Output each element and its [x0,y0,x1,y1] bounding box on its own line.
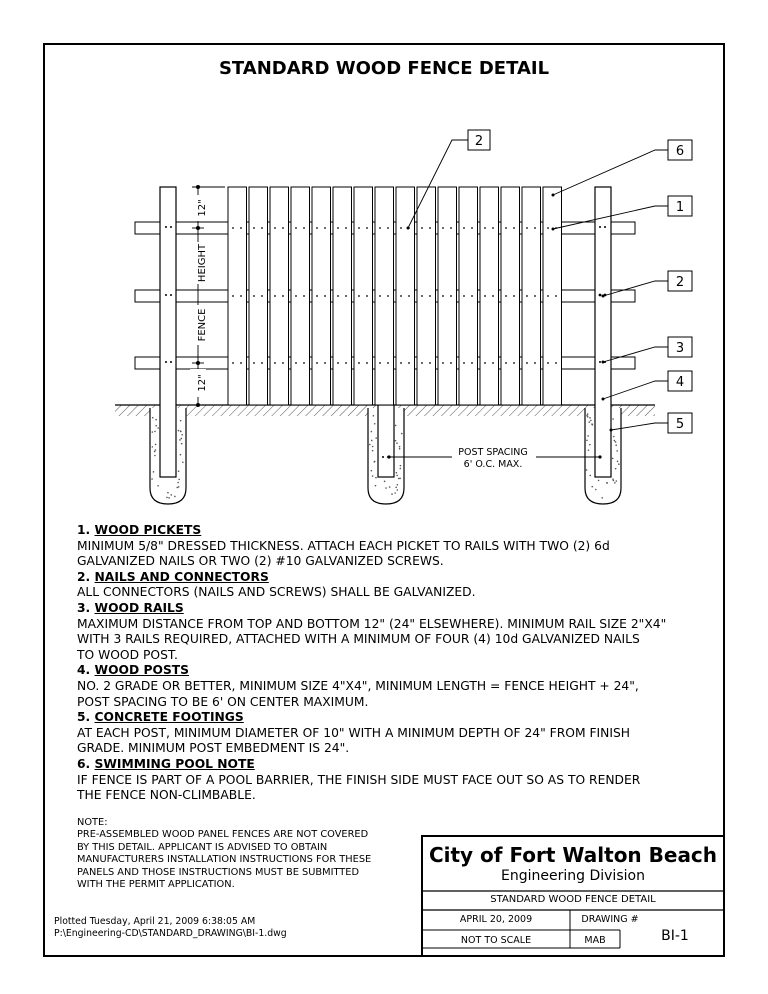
picket-nail [303,227,305,229]
picket-nail [337,295,339,297]
picket-nail [345,227,347,229]
picket-nail [295,227,297,229]
note-number: 3. [77,600,91,615]
title-block-division: Engineering Division [501,868,645,884]
picket-nail [442,362,444,364]
picket-nail [463,227,465,229]
picket-nail [274,295,276,297]
dim-bottom-clearance: 12" [197,374,208,392]
picket-nail [492,227,494,229]
note-title: WOOD RAILS [94,600,184,615]
picket-nail [316,295,318,297]
picket-nail [526,295,528,297]
note-body: NO. 2 GRADE OR BETTER, MINIMUM SIZE 4"X4", MINIMUM LENGTH = FENCE HEIGHT + 24", POST SPACING TO BE 6' ON CENTER MAXIMUM. [77,678,639,709]
picket-nail [232,295,234,297]
picket-nail [366,227,368,229]
picket [291,187,310,405]
picket-nail [555,362,557,364]
picket-nail [547,362,549,364]
picket-nail [345,295,347,297]
picket-nail [513,362,515,364]
picket-nail [379,295,381,297]
picket-nail [387,295,389,297]
picket-nail [408,295,410,297]
title-block-drawing-label: DRAWING # [581,914,639,925]
picket [375,187,394,405]
picket-nail [534,227,536,229]
picket-nail [534,362,536,364]
note-title: SWIMMING POOL NOTE [94,756,255,771]
picket-nail [295,362,297,364]
picket-nail [261,295,263,297]
callout-4: 4 [675,375,685,390]
picket-nail [471,362,473,364]
picket-nail [379,227,381,229]
picket-nail [358,295,360,297]
picket-nail [463,295,465,297]
title-block-drawing-name: STANDARD WOOD FENCE DETAIL [490,894,656,905]
picket-nail [450,227,452,229]
post-spacing-label: POST SPACING [458,447,528,458]
note-number: 2. [77,569,91,584]
picket-nail [484,362,486,364]
picket-nail [253,362,255,364]
note-number: 1. [77,523,91,537]
title-block-drawing-number: BI-1 [661,928,689,944]
picket-nail [450,362,452,364]
title-block-drawn-by: MAB [584,935,606,946]
picket [333,187,352,405]
picket-nail [471,295,473,297]
callout-1: 1 [675,200,685,215]
picket [501,187,520,405]
post-spacing-value: 6' O.C. MAX. [463,459,523,470]
picket-nail [316,362,318,364]
picket-nail [492,362,494,364]
picket-nail [379,362,381,364]
picket-nail [513,295,515,297]
picket-nail [324,227,326,229]
callout-5: 5 [675,417,685,432]
note-number: 4. [77,663,91,678]
note-title: CONCRETE FOOTINGS [94,710,244,725]
picket-nail [282,295,284,297]
note-body: IF FENCE IS PART OF A POOL BARRIER, THE FINISH SIDE MUST FACE OUT SO AS TO RENDER THE FENCE NON-CLIMBABLE. [77,772,641,803]
note-body: AT EACH POST, MINIMUM DIAMETER OF 10" WITH A MINIMUM DEPTH OF 24" FROM FINISH GRADE. MINIMUM POST EMBEDMENT IS 24". [77,725,631,756]
title-block-date: APRIL 20, 2009 [459,914,533,925]
picket-nail [505,362,507,364]
notes-list [77,523,717,804]
picket-nail [408,362,410,364]
title-block-scale: NOT TO SCALE [460,935,532,946]
picket-nail [303,295,305,297]
picket-nail [253,295,255,297]
picket [438,187,457,405]
picket-nail [274,362,276,364]
picket [312,187,331,405]
note-body: MINIMUM 5/8" DRESSED THICKNESS. ATTACH EACH PICKET TO RAILS WITH TWO (2) 6d GALVANIZED NAILS OR TWO (2) #10 GALVANIZED SCREWS. [77,538,610,569]
picket-nail [442,227,444,229]
general-note: NOTE: PRE-ASSEMBLED WOOD PANEL FENCES ARE NOT COVERED BY THIS DETAIL. APPLICANT IS ADVISED TO OBTAIN MANUFACTURERS INSTALLATION INSTRUCTIONS FOR THESE PANELS AND THOSE INSTRUCTIONS MUST BE SUBMITTED WITH THE PERMIT APPLICATION. [77,817,372,891]
plot-info: Plotted Tuesday, April 21, 2009 6:38:05 AM P:\Engineering-CD\STANDARD_DRAWING\BI-1.dwg [54,916,287,939]
picket-nail [421,295,423,297]
picket-nail [492,295,494,297]
picket-nail [387,227,389,229]
picket-nail [253,227,255,229]
picket [459,187,478,405]
picket-nail [471,227,473,229]
picket-nail [240,362,242,364]
note-heading [77,523,717,539]
picket-nail [484,295,486,297]
picket-nail [274,227,276,229]
note-body: ALL CONNECTORS (NAILS AND SCREWS) SHALL BE GALVANIZED. [77,585,476,600]
picket-nail [324,295,326,297]
picket [543,187,562,405]
picket-nail [421,227,423,229]
picket-nail [526,227,528,229]
note-body: MAXIMUM DISTANCE FROM TOP AND BOTTOM 12" (24" ELSEWHERE). MINIMUM RAIL SIZE 2"X4" WITH 3 RAILS REQUIRED, ATTACHED WITH A MINIMUM OF FOUR (4) 10d GALVANIZED NAILS TO WOOD POST. [77,616,667,662]
picket-nail [240,227,242,229]
picket-nail [261,362,263,364]
picket-nail [526,362,528,364]
dim-fence-label: FENCE [197,308,208,342]
note-heading [77,710,717,726]
picket-nail [324,362,326,364]
picket [270,187,289,405]
note-number: 6. [77,756,91,771]
picket-nail [463,362,465,364]
note-heading [77,757,717,773]
dim-height-label: HEIGHT [197,243,208,283]
note-title: NAILS AND CONNECTORS [94,569,269,584]
picket [417,187,436,405]
picket-nail [400,295,402,297]
callout-3: 3 [675,341,685,356]
picket-nail [366,362,368,364]
dim-top-clearance: 12" [197,199,208,217]
picket-nail [547,295,549,297]
picket [480,187,499,405]
note-heading [77,601,717,617]
picket-nail [547,227,549,229]
picket-nail [429,227,431,229]
callout-2-side: 2 [675,275,685,290]
picket [228,187,247,405]
picket-nail [358,227,360,229]
picket-nail [282,362,284,364]
picket-nail [555,295,557,297]
picket-nail [240,295,242,297]
picket-nail [387,362,389,364]
picket-nail [442,295,444,297]
picket-nail [484,227,486,229]
picket-nail [345,362,347,364]
picket [249,187,268,405]
picket-nail [429,295,431,297]
drawing-title: STANDARD WOOD FENCE DETAIL [218,58,550,79]
picket-nail [316,227,318,229]
picket-nail [261,227,263,229]
callout-2-top: 2 [474,134,484,149]
picket-nail [232,362,234,364]
note-title: WOOD POSTS [94,663,190,678]
note-heading [77,570,717,586]
picket [522,187,541,405]
picket-nail [400,362,402,364]
note-number: 5. [77,710,91,725]
picket-nail [429,362,431,364]
picket-nail [513,227,515,229]
title-block-city: City of Fort Walton Beach [428,843,718,867]
picket-nail [232,227,234,229]
picket-nail [450,295,452,297]
callout-6: 6 [675,144,685,159]
picket-nail [400,227,402,229]
picket-nail [282,227,284,229]
note-title: WOOD PICKETS [94,523,202,537]
picket-nail [303,362,305,364]
picket-nail [366,295,368,297]
picket-nail [295,295,297,297]
picket-nail [337,227,339,229]
picket [354,187,373,405]
picket-nail [534,295,536,297]
picket-nail [505,295,507,297]
picket-nail [358,362,360,364]
picket-nail [337,362,339,364]
note-heading [77,663,717,679]
picket-nail [421,362,423,364]
picket-nail [505,227,507,229]
